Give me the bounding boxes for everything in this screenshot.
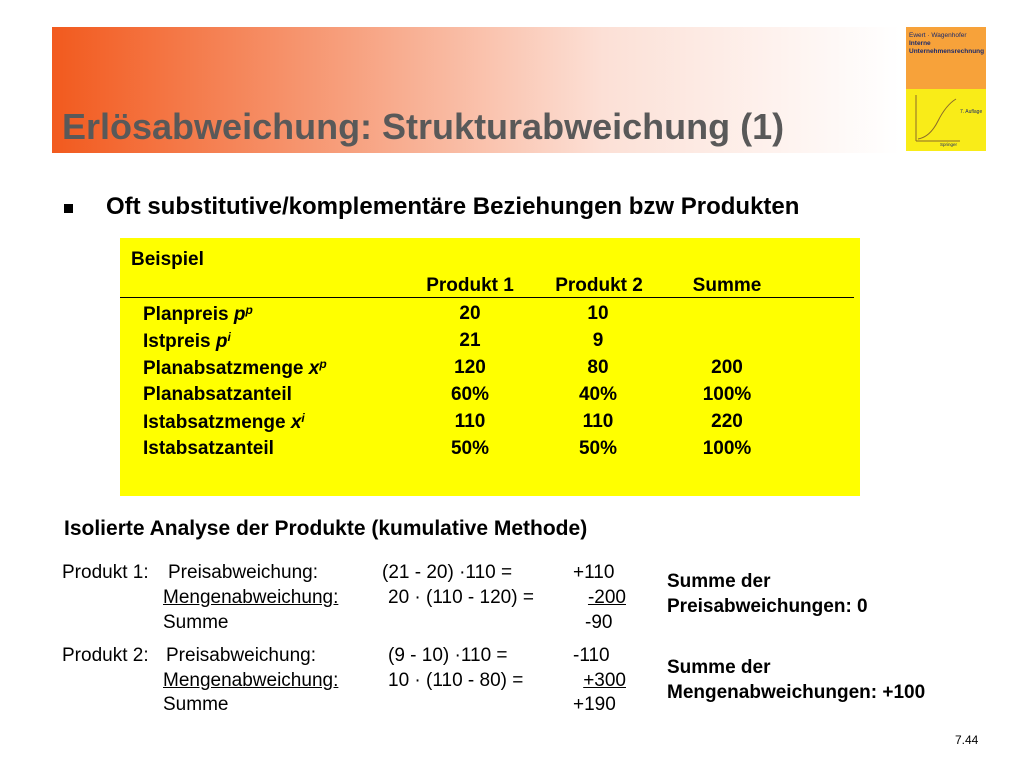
product-2-price-formula: (9 - 10) ·110 = (388, 645, 508, 666)
table-cell: 80 (587, 357, 609, 378)
row-label-istpreis: Istpreis $p^i$ (143, 330, 231, 352)
row-label-planabsatzmenge: Planabsatzmenge $x^p$ (143, 357, 327, 379)
product-1-name: Produkt 1: (62, 562, 149, 583)
product-2-qty-value: +300 (583, 670, 626, 691)
product-1-price-formula: (21 - 20) ·110 = (382, 562, 513, 583)
row-label-planpreis: Planpreis $p^p$ (143, 303, 253, 325)
product-2-qty-formula: 10 · (110 - 80) = (388, 670, 524, 691)
analysis-heading: Isolierte Analyse der Produkte (kumulative Methode) (64, 517, 588, 540)
table-cell: 50% (450, 438, 490, 459)
product-2-price-value: -110 (573, 645, 610, 666)
book-graph-icon (910, 91, 982, 147)
product-2-name: Produkt 2: (62, 645, 149, 666)
page-number: 7.44 (955, 733, 979, 747)
table-cell: 60% (450, 384, 490, 405)
table-cell: 10 (587, 303, 609, 324)
table-cell: 100% (702, 438, 752, 459)
product-1-price-label: Preisabweichung: (168, 562, 318, 583)
product-2-price-label: Preisabweichung: (166, 645, 316, 666)
summary-price-deviations: Summe der Preisabweichungen: 0 (667, 571, 868, 617)
table-cell: 120 (454, 357, 486, 378)
book-authors: Ewert · Wagenhofer (909, 32, 967, 39)
book-title: Interne Unternehmensrechnung (909, 40, 985, 55)
product-1-sum-label: Summe (163, 612, 229, 633)
product-1-price-value: +110 (573, 562, 615, 583)
product-2-qty-label: Mengenabweichung: (163, 670, 339, 691)
column-header-summe: Summe (692, 275, 762, 296)
product-1-qty-value: -200 (587, 587, 626, 608)
table-cell: 40% (578, 384, 618, 405)
table-cell: 220 (711, 411, 743, 432)
product-1-qty-formula: 20 · (110 - 120) = (388, 587, 534, 608)
table-cell: 100% (702, 384, 752, 405)
bullet-square-icon (64, 204, 73, 213)
column-header-produkt-1: Produkt 1 (426, 275, 514, 296)
table-cell: 110 (454, 411, 486, 432)
product-1-sum-value: -90 (585, 612, 613, 633)
column-header-produkt-2: Produkt 2 (555, 275, 643, 296)
table-cell: 21 (459, 330, 481, 351)
example-header-rule (120, 297, 854, 298)
table-cell: 110 (582, 411, 614, 432)
book-cover-image (906, 27, 986, 151)
book-edition: 7. Auflage (960, 109, 982, 115)
row-label-istabsatzanteil: Istabsatzanteil (143, 438, 274, 459)
example-title: Beispiel (131, 249, 204, 270)
table-cell: 50% (578, 438, 618, 459)
table-cell: 20 (459, 303, 481, 324)
product-1-qty-label: Mengenabweichung: (163, 587, 339, 608)
summary-quantity-deviations: Summe der Mengenabweichungen: +100 (667, 657, 926, 703)
product-2-sum-value: +190 (573, 694, 616, 715)
book-publisher: Springer (940, 142, 958, 147)
bullet-text: Oft substitutive/komplementäre Beziehungen bzw Produkten (106, 193, 800, 220)
row-label-planabsatzanteil: Planabsatzanteil (143, 384, 292, 405)
row-label-istabsatzmenge: Istabsatzmenge $x^i$ (143, 411, 305, 433)
table-cell: 200 (711, 357, 743, 378)
table-cell: 9 (592, 330, 604, 351)
product-2-sum-label: Summe (163, 694, 229, 715)
book-cover-text (909, 32, 983, 56)
slide-title: Erlösabweichung: Strukturabweichung (1) (62, 106, 785, 147)
